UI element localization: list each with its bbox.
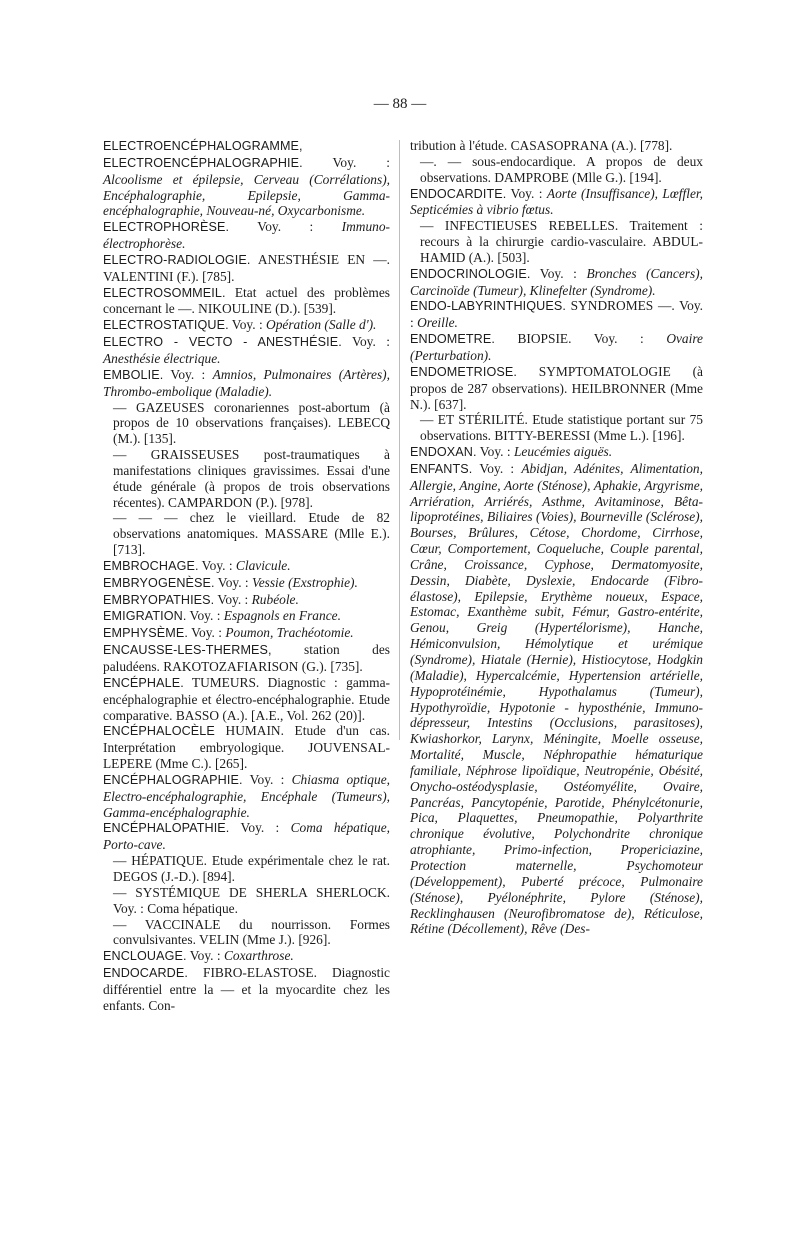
entry-text: Voy. : xyxy=(186,608,224,624)
index-entry xyxy=(103,138,390,219)
entry-crossref: Coma hépatique, Porto-cave. xyxy=(103,820,390,853)
page-number: — 88 — xyxy=(373,96,427,112)
entry-text: — GAZEUSES coronariennes post-abortum (à propos de 10 observations françaises). LEBECQ (M.). [135]. xyxy=(113,399,390,447)
entry-crossref: Clavicule. xyxy=(235,557,291,573)
index-entry xyxy=(103,510,390,558)
entry-text: ANESTHÉSIE EN —. VALENTINI (F.). [785]. xyxy=(103,251,390,284)
index-entry xyxy=(103,252,390,285)
index-entry xyxy=(103,219,390,252)
entry-headword: EMBRYOPATHIES. xyxy=(103,592,215,607)
index-entry xyxy=(103,592,390,609)
entry-crossref: Coxarthrose. xyxy=(223,948,294,964)
entry-text: Voy. : xyxy=(341,334,390,350)
entry-text: Voy. : xyxy=(506,185,547,201)
entry-text: Voy. : xyxy=(476,444,514,460)
entry-headword: EMBROCHAGE. xyxy=(103,558,199,573)
index-entry xyxy=(103,675,390,724)
entry-crossref: Anesthésie électrique. xyxy=(103,350,221,366)
entry-headword: ELECTRO-RADIOLOGIE. xyxy=(103,252,251,267)
index-entry xyxy=(410,412,703,444)
entry-text: — INFECTIEUSES REBELLES. Traitement : recours à la chirurgie cardio-vasculaire. ABDUL-HAMID (A.). [503]. xyxy=(420,218,703,265)
entry-headword: ENCÉPHALOCÈLE xyxy=(103,724,215,739)
index-entry xyxy=(103,948,390,965)
entry-text: — VACCINALE du nourrisson. Formes convulsivantes. VELIN (Mme J.). [926]. xyxy=(113,916,390,948)
index-entry xyxy=(103,885,390,917)
entry-headword: ELECTROENCÉPHALOGRAMME, ELECTROENCÉPHALOGRAPHIE. xyxy=(103,139,303,170)
index-entry xyxy=(103,558,390,575)
entry-crossref: Opération (Salle d'). xyxy=(266,317,377,333)
entry-text: Voy. : xyxy=(186,948,224,964)
entry-headword: EMPHYSÈME. xyxy=(103,626,188,641)
index-entry xyxy=(410,154,703,186)
entry-crossref: Ovaire (Perturbation). xyxy=(410,331,703,363)
entry-headword: EMIGRATION. xyxy=(103,609,187,624)
entry-headword: ENCAUSSE-LES-THERMES, xyxy=(103,643,272,658)
index-entry xyxy=(103,917,390,949)
entry-text: Voy. : xyxy=(229,219,342,235)
index-entry xyxy=(410,266,703,299)
entry-headword: ENCÉPHALOGRAPHIE. xyxy=(103,772,243,787)
entry-crossref: Aorte (Insuffisance), Lœffler, Septicémies à vibrio fœtus. xyxy=(410,185,703,218)
entry-crossref: Bronches (Cancers), Carcinoïde (Tumeur), Klinefelter (Syndrome). xyxy=(410,265,703,298)
entry-headword: ENDOCARDE. xyxy=(103,966,188,981)
entry-text: tribution à l'étude. CASASOPRANA (A.). [778]. xyxy=(410,138,673,153)
entry-text: Voy. : xyxy=(530,265,587,281)
entry-crossref: Amnios, Pulmonaires (Artères), Thrombo-embolique (Maladie). xyxy=(103,366,390,399)
index-entry xyxy=(103,447,390,510)
index-entry xyxy=(103,723,390,772)
index-entry xyxy=(103,625,390,642)
index-entry xyxy=(410,364,703,413)
index-entry xyxy=(410,138,703,154)
entry-headword: ENDOMETRE. xyxy=(410,332,495,347)
index-entry xyxy=(103,334,390,367)
index-entry xyxy=(103,772,390,821)
entry-headword: ENCÉPHALE. xyxy=(103,675,184,690)
entry-headword: EMBOLIE. xyxy=(103,367,164,382)
entry-crossref: Chiasma optique, Electro-encéphalographie, Encéphale (Tumeurs), Gamma-encéphalographie. xyxy=(103,771,390,820)
entry-headword: ELECTRO - VECTO - ANESTHÉSIE. xyxy=(103,335,342,350)
entry-text: Voy. : xyxy=(472,460,522,476)
entry-text: —. — sous-endocardique. A propos de deux observations. DAMPROBE (Mlle G.). [194]. xyxy=(420,153,703,185)
entry-text: TUMEURS. Diagnostic : gamma-encéphalographie et électro-encéphalographie. Etude comparative. BASSO (A.). [A.E., Vol. 262 (20)]. xyxy=(103,674,390,723)
entry-headword: ENDOMETRIOSE. xyxy=(410,364,517,379)
index-entry xyxy=(410,444,703,461)
left-column xyxy=(103,138,390,1014)
column-divider xyxy=(399,140,400,740)
index-entry xyxy=(103,575,390,592)
index-entry xyxy=(410,218,703,266)
index-entry xyxy=(103,608,390,625)
index-entry xyxy=(410,331,703,364)
entry-headword: ENDOCRINOLOGIE. xyxy=(410,266,531,281)
entry-text: SYMPTOMATOLOGIE (à propos de 287 observations). HEILBRONNER (Mme N.). [637]. xyxy=(410,363,703,412)
entry-text: Voy. : xyxy=(187,625,226,641)
entry-text: HUMAIN. Etude d'un cas. Interprétation embryologique. JOUVENSAL-LEPERE (Mme C.). [265]. xyxy=(103,723,390,772)
entry-text: Voy. : xyxy=(214,574,252,590)
entry-text: Voy. : xyxy=(198,557,236,573)
entry-text: — — — chez le vieillard. Etude de 82 observations anatomiques. MASSARE (Mlle E.). [713]. xyxy=(113,510,390,558)
index-entry xyxy=(103,853,390,885)
entry-text: — ET STÉRILITÉ. Etude statistique portant sur 75 observations. BITTY-BERESSI (Mme L.). [196]. xyxy=(420,412,703,444)
index-entry xyxy=(103,285,390,318)
index-entry xyxy=(103,367,390,400)
index-entry xyxy=(103,820,390,853)
entry-headword: ELECTROSTATIQUE. xyxy=(103,318,229,333)
entry-headword: ENDOCARDITE. xyxy=(410,186,507,201)
index-entry xyxy=(103,317,390,334)
entry-headword: ENCLOUAGE. xyxy=(103,949,187,964)
index-entry xyxy=(103,642,390,675)
entry-headword: ENCÉPHALOPATHIE. xyxy=(103,821,230,836)
entry-crossref: Oreille. xyxy=(417,315,458,331)
entry-text: Voy. : xyxy=(163,366,213,382)
entry-crossref: Rubéole. xyxy=(251,591,299,607)
index-entry xyxy=(103,400,390,448)
entry-text: station des paludéens. RAKOTOZAFIARISON (G.). [735]. xyxy=(103,642,390,674)
entry-text: — SYSTÉMIQUE DE SHERLA SHERLOCK. Voy. : Coma hépatique. xyxy=(113,884,390,916)
index-entry xyxy=(410,186,703,219)
index-entry xyxy=(410,461,703,937)
right-column xyxy=(410,138,703,937)
entry-text: BIOPSIE. Voy. : xyxy=(494,331,667,347)
entry-headword: ENDO-LABYRINTHIQUES. xyxy=(410,299,566,314)
entry-crossref: Vessie (Exstrophie). xyxy=(252,574,358,590)
entry-headword: ELECTROSOMMEIL. xyxy=(103,285,226,300)
entry-crossref: Immuno-électrophorèse. xyxy=(103,219,390,252)
index-entry xyxy=(410,298,703,331)
entry-crossref: Alcoolisme et épilepsie, Cerveau (Corrélations), Encéphalographie, Epilepsie, Gamma-encéphalographie, Nouveau-né, Oxycarbonisme. xyxy=(103,171,390,219)
entry-text: Voy. : xyxy=(214,591,252,607)
entry-text: Voy. : xyxy=(242,771,292,787)
index-entry xyxy=(103,965,390,1014)
entry-crossref: Leucémies aiguës. xyxy=(513,444,613,460)
entry-text: — HÉPATIQUE. Etude expérimentale chez le rat. DEGOS (J.-D.). [894]. xyxy=(113,853,390,884)
entry-headword: EMBRYOGENÈSE. xyxy=(103,575,215,590)
entry-crossref: Espagnols en France. xyxy=(223,608,341,624)
entry-headword: ELECTROPHORÈSE. xyxy=(103,220,230,235)
entry-headword: ENDOXAN. xyxy=(410,445,477,460)
entry-text: Voy. : xyxy=(229,820,291,836)
entry-text: FIBRO-ELASTOSE. Diagnostic différentiel entre la — et la myocardite chez les enfants. Con- xyxy=(103,965,390,1013)
entry-text: Etat actuel des problèmes concernant le —. NIKOULINE (D.). [539]. xyxy=(103,284,390,317)
entry-crossref: Abidjan, Adénites, Alimentation, Allergie, Angine, Aorte (Sténose), Aphakie, Argyrisme, Arriération, Arriérés, Asthme, Avitaminose, Bêta-lipoprotéines, Biliaires (Voies), Bourneville (Sclérose), Bourses, Brûlures, Cétose, Chordome, Cirrhose, Cœur, Comportement, Coqueluche, Couple parental, Crâne, Croissance, Cyphose, Dermatomyosite, Dessin, Diabète, Dyslexie, Endocarde (Fibro-élastose), Epilepsie, Erythème noueux, Espace, Estomac, Exanthème subit, Fémur, Gastro-entérite, Genou, Greig (Hypertélorisme), Hanche, Hémiconvulsion, Hémolytique et urémique (Syndrome), Hiatale (Hernie), Histiocytose, Hodgkin (Maladie), Hypercalcémie, Hypertension artérielle, Hypoprotéinémie, Hypothalamus (Tumeur), Hypothyroïdie, Hypotonie - hyposthénie, Immuno-dépresseur, Intestins (Occlusions, parasitoses), Kwiashorkor, Larynx, Méningite, Moelle osseuse, Mortalité, Muscle, Néphropathie hématurique familiale, Néphrose lipoïdique, Neutropénie, Obésité, Onycho-ostéodysplasie, Ostéomyélite, Ovaire, Pancréas, Pancytopénie, Parotide, Phénylcétonurie, Pica, Plaquettes, Pneumopathie, Polyarthrite chronique évolutive, Polychondrite chronique atrophiante, Primo-infection, Propericiazine, Protection maternelle, Psychomoteur (Développement), Puberté précoce, Pulmonaire (Sténose), Pyélonéphrite, Pylore (Sténose), Recklinghausen (Neurofibromatose de), Réticulose, Rétine (Décollement), Rêve (Des- xyxy=(410,460,703,937)
entry-text: SYNDROMES —. Voy. : xyxy=(410,298,703,331)
entry-crossref: Poumon, Trachéotomie. xyxy=(225,625,354,641)
entry-text: Voy. : xyxy=(302,154,390,170)
entry-headword: ENFANTS. xyxy=(410,461,473,476)
entry-text: — GRAISSEUSES post-traumatiques à manifestations cliniques gravissimes. Essai d'une étude générale (à propos de trois observations récentes). CAMPARDON (P.). [978]. xyxy=(113,447,390,510)
entry-text: Voy. : xyxy=(228,317,267,333)
